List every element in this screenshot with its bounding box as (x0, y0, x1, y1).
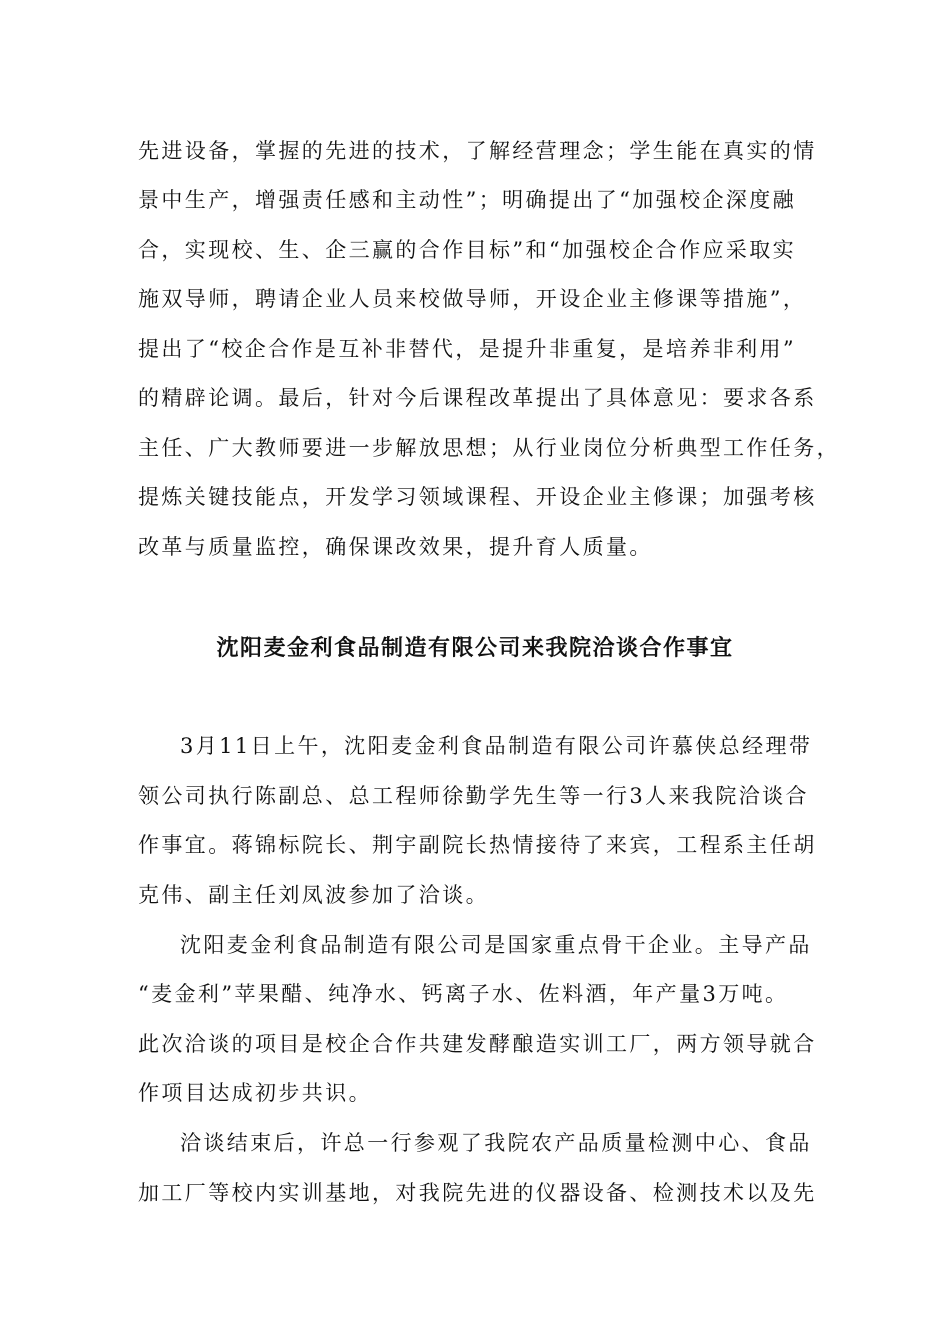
text-line: “麦金利”苹果醋、纯净水、钙离子水、佐料酒，年产量3万吨。 (138, 982, 789, 1006)
text-line: 提出了“校企合作是互补非替代，是提升非重复，是培养非利用” (138, 337, 797, 361)
text-line: 景中生产，增强责任感和主动性”；明确提出了“加强校企深度融 (138, 188, 797, 212)
text-line: 合，实现校、生、企三赢的合作目标”和“加强校企合作应采取实 (138, 238, 797, 262)
text-line: 加工厂等校内实训基地，对我院先进的仪器设备、检测技术以及先 (138, 1181, 817, 1205)
text-line: 作事宜。蒋锦标院长、荆宇副院长热情接待了来宾，工程系主任胡 (138, 833, 817, 857)
text-line: 3月11日上午，沈阳麦金利食品制造有限公司许慕侠总经理带 (180, 734, 813, 758)
text-line: 提炼关键技能点，开发学习领域课程、开设企业主修课；加强考核 (138, 485, 817, 509)
text-line: 领公司执行陈副总、总工程师徐勤学先生等一行3人来我院洽谈合 (138, 784, 809, 808)
text-line: 洽谈结束后，许总一行参观了我院农产品质量检测中心、食品 (180, 1131, 812, 1155)
text-line: 的精辟论调。最后，针对今后课程改革提出了具体意见：要求各系 (138, 386, 817, 410)
text-line: 改革与质量监控，确保课改效果，提升育人质量。 (138, 535, 653, 559)
text-line: 此次洽谈的项目是校企合作共建发酵酿造实训工厂，两方领导就合 (138, 1032, 817, 1056)
text-line: 施双导师，聘请企业人员来校做导师，开设企业主修课等措施”， (138, 287, 807, 311)
text-line: 作项目达成初步共识。 (138, 1081, 372, 1105)
text-line: 主任、广大教师要进一步解放思想；从行业岗位分析典型工作任务， (138, 436, 840, 460)
article-title: 沈阳麦金利食品制造有限公司来我院洽谈合作事宜 (216, 635, 734, 661)
text-line: 克伟、副主任刘凤波参加了洽谈。 (138, 883, 489, 907)
text-line: 先进设备，掌握的先进的技术，了解经营理念；学生能在真实的情 (138, 139, 817, 163)
text-line: 沈阳麦金利食品制造有限公司是国家重点骨干企业。主导产品 (180, 933, 812, 957)
